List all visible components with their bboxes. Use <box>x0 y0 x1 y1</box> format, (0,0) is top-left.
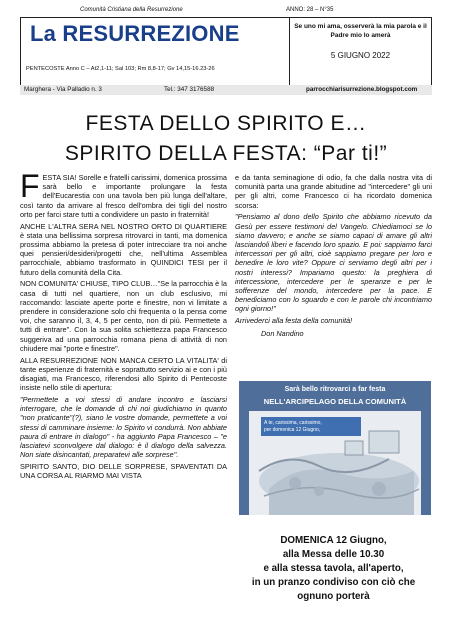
phone: Tel.: 347 3176588 <box>164 86 215 93</box>
address: Marghera - Via Palladio n. 3 <box>24 86 102 93</box>
poster-illustration <box>249 411 421 515</box>
headline-line-2: SPIRITO DELLA FESTA: “Par ti!” <box>64 142 388 165</box>
paragraph: ANCHE L'ALTRA SERA NEL NOSTRO ORTO DI QUARTIERE è stata una bellissima sorpresa ritrovarci in tanti, ma domenica prossima abbiamo la pretesa di poter intrecciare tra noi anche quei pensieri/desideri/progetti che, nell'ultima Assemblea parrocchiale, abbiamo trasformato in QUINDICI TESI per il futuro della comunità della Cita. <box>20 221 227 277</box>
address-bar <box>20 85 432 95</box>
liturgy-readings: PENTECOSTE Anno C – At2,1-11; Sal 103; Rm 8,8-17; Gv 14,15-16.23-26 <box>26 66 215 72</box>
event-line-4: in un pranzo condiviso con ciò che <box>251 577 416 588</box>
paragraph <box>20 168 227 219</box>
event-line-3: e alla stessa tavola, all'aperto, <box>263 563 404 574</box>
pope-quote: "Pensiamo al dono dello Spirito che abbiamo ricevuto da Gesù per essere testimoni del Vangelo. Chiediamoci se lo siamo davvero; e anche se siamo capaci di amare gli altri lasciandoli liberi e facendo loro spazio. E poi: sappiamo farci intercessori per gli altri, cioè sappiamo pregare per loro e benedire le loro vite? Oppure ci serviamo degli altri per i nostri interessi? Impariamo questo: la preghiera di intercessione, intercedere per le speranze e per le sofferenze del mondo, intercedere per la pace. E benediciamo con lo sguardo e con le parole chi incontriamo ogni giorno!" <box>235 212 432 314</box>
event-line-5: ognuno porterà <box>297 591 370 602</box>
event-line-2: alla Messa delle 10.30 <box>282 549 385 560</box>
headline <box>0 109 452 169</box>
closing-line: Arrivederci alla festa della comunità! <box>235 316 353 326</box>
signature: Don Nandino <box>261 329 304 339</box>
pope-quote: "Permettete a voi stessi di andare incontro e lasciarsi interrogare, che le domande di chi noi giudichiamo in quanto "non praticante"(?), siano le vostre domande, permettete a voi stessi di camminare insieme: lo Spirito vi condurrà. Non abbiate paura di entrare in dialogo" - ha aggiunto Papa Francesco – "e lasciatevi sconvolgere dal dialogo: è il dialogo della salvezza. Non siate disincantati, preparatevi alle sorprese". <box>20 395 227 460</box>
paragraph: ALLA RESURREZIONE NON MANCA CERTO LA VITALITA' di tante esperienze di fraternità e soprattutto servizio ai e con i più disagiati, ma Francesco, riferendosi allo Spirito di Pentecoste insiste nello stile di apertura: <box>20 355 227 393</box>
event-line-1: DOMENICA 12 Giugno, <box>280 535 387 546</box>
quote-box <box>290 17 432 93</box>
right-column <box>235 173 432 341</box>
drop-cap: F <box>20 168 40 204</box>
event-poster <box>239 381 431 515</box>
headline-line-1: FESTA DELLO SPIRITO E… <box>85 112 367 135</box>
paragraph-text: ESTA SIA! Sorelle e fratelli carissimi, domenica prossima sarà bello e importante prolungare la festa dell'Eucarestia con una tavola ben più lunga dell'altare, così tanto da arrivare al fresco dell'ombra dei tigli del nostro orto per farci stare tutti a condividere un pasto in fraternità! <box>20 173 227 219</box>
paragraph: SPIRITO SANTO, DIO DELLE SORPRESE, SPAVENTATI DA UNA CORSA AL RIARMO MAI VISTA <box>20 462 227 481</box>
gospel-quote: Se uno mi ama, osserverà la mia parola e il Padre mio lo amerà <box>294 23 427 39</box>
issue-date: 5 GIUGNO 2022 <box>330 50 391 60</box>
poster-line-1: Sarà bello ritrovarci a far festa <box>284 386 386 393</box>
blog-link[interactable]: parrocchiarisurrezione.blogspot.com <box>306 86 418 93</box>
paragraph: NON COMUNITA' CHIUSE, TIPO CLUB…"Se la parrocchia è la casa di tutti nel quartiere, non un club esclusivo, mi raccomando: lasciate aperte porte e finestre, non vi limitate a prendere in considerazione solo chi frequenta o la pensa come voi, che saranno il, 3, 4, 5 per cento, non di più. Permettete a tutti di entrare". Con la sua solita schiettezza papa Francesco suggeriva ad una parrocchia romana piena di attività di non chiudere mai "porte e finestre". <box>20 279 227 353</box>
left-column <box>20 168 227 483</box>
paragraph: e da tanta seminagione di odio, fa che dalla nostra vita di comunità parta una grande abitudine ad "intercedere" gli uni per gli altri, come Francesco ci ha ricordato domenica scorsa: <box>235 173 432 210</box>
masthead-title: La RESURREZIONE <box>30 21 240 46</box>
invite-line-1: A te, carissima, carissimo, <box>264 420 322 426</box>
poster-invite <box>261 417 361 436</box>
event-announcement <box>235 534 432 604</box>
community-name: Comunità Cristiana della Resurrezione <box>80 7 183 13</box>
poster-line-2: NELL'ARCIPELAGO DELLA COMUNITÀ <box>263 397 407 406</box>
issue-number: ANNO: 28 – N°35 <box>286 7 334 13</box>
invite-line-2: per domenica 12 Giugno, <box>264 426 321 433</box>
masthead-box <box>20 17 290 93</box>
